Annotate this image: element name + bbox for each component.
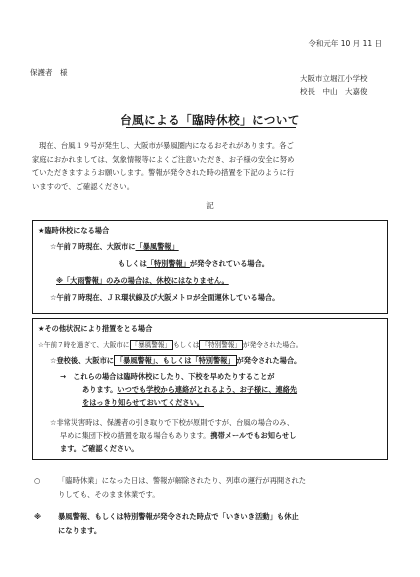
issue-date: 令和元年 10 月 11 日: [308, 39, 382, 48]
condition-text: ☆午前７時を過ぎて、大阪市に: [38, 341, 130, 349]
condition-text: 早めに集団下校の措置を取る場合もあります。: [60, 431, 211, 440]
condition-text: が発令されている場合。: [189, 259, 269, 268]
condition-text: ☆午前７時現在、大阪市に: [50, 242, 136, 251]
condition-text: もしくは: [118, 259, 147, 268]
principal-name: 校長 中山 大嘉俊: [300, 87, 368, 96]
title-underline: [126, 127, 296, 128]
intro-line: 家庭におかれましては、気象情報等によくご注意いただき、お子様の安全に努め: [32, 154, 295, 164]
other-measures-heading: ★その他状況により措置をとる場合: [38, 324, 153, 333]
circle-mark: ○: [34, 476, 41, 485]
document-title: 台風による「臨時休校」について: [120, 113, 300, 127]
closure-heading: ★臨時休校になる場合: [38, 226, 110, 235]
warnings-boxed: 「暴風警報」、もしくは「特別警報」: [115, 356, 235, 365]
storm-warning-text: 「暴風警報」: [135, 242, 179, 251]
email-notice: 携帯メールでもお知らせし: [210, 431, 297, 440]
condition-text: ☆登校後、大阪市に: [50, 356, 114, 365]
other-condition-3c: ます。ご確認ください。: [60, 444, 139, 453]
closure-condition-2: ☆午前７時現在、ＪＲ環状線及び大阪メトロが全面運休している場合。: [50, 293, 280, 302]
heavy-rain-note: ※「大雨警報」のみの場合は、休校にはなりません。: [56, 276, 229, 285]
condition-text: が発令された場合。: [243, 341, 303, 349]
storm-warning-boxed: 「暴風警報」: [131, 341, 172, 349]
school-name: 大阪市立堀江小学校: [300, 74, 368, 83]
intro-paragraph: [32, 139, 392, 193]
closure-note-line-2: りしても、そのまま休業です。: [58, 490, 160, 499]
closure-note-line-1: 「臨時休業」になった日は、警報が解除されたり、列車の運行が再開された: [58, 476, 307, 485]
kome-mark: ※: [34, 512, 42, 521]
condition-text: もしくは: [173, 341, 200, 349]
arrow-line-2: [82, 385, 297, 395]
closure-condition-1b: [118, 259, 269, 269]
recipient: 保護者 様: [30, 68, 68, 77]
special-warning-text: 「特別警報」: [146, 259, 190, 268]
activity-note-line-1: 暴風警報、もしくは特別警報が発令された時点で「いきいき活動」も休止: [58, 512, 299, 521]
arrow-line-1: → これらの場合は臨時休校にしたり、下校を早めたりすることが: [60, 372, 275, 381]
activity-note-line-2: になります。: [58, 526, 102, 535]
closure-condition-1a: [50, 242, 179, 252]
intro-line: いますので、ご確認ください。: [32, 181, 135, 191]
arrow-line-3: をはっきり知らせておいてください。: [82, 398, 204, 407]
contact-instruction: いつでも学校から連絡がとれるよう、お子様に、連絡先: [117, 385, 298, 394]
other-condition-1: [38, 339, 302, 349]
ki-heading: 記: [206, 201, 214, 210]
other-condition-2: [50, 356, 301, 366]
intro-line: ていただきますようお願いします。警報が発令された時の措置を下記のように行: [32, 168, 295, 177]
intro-line: 現在、台風１９号が発生し、大阪市が暴風圏内になるおそれがあります。各ご: [39, 141, 294, 150]
condition-text: が発令された場合。: [236, 356, 302, 365]
arrow-text: あります。: [82, 385, 118, 394]
other-condition-3a: ☆非常災害時は、保護者の引き取りで下校が原則ですが、台風の場合のみ、: [50, 418, 295, 427]
special-warning-boxed: 「特別警報」: [201, 341, 241, 349]
other-condition-3b: [60, 431, 296, 441]
